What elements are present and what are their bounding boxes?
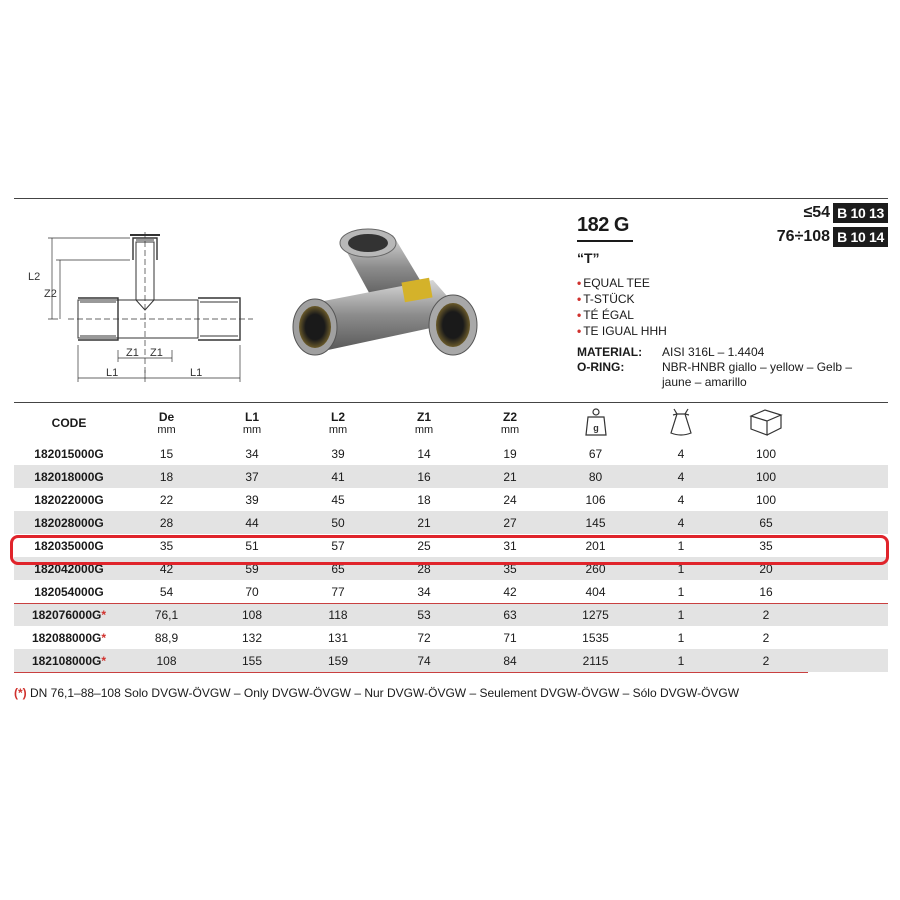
col-l2: L2 mm [328, 409, 348, 436]
name-fr: • TÉ ÉGAL [577, 308, 634, 322]
material-label: MATERIAL: [577, 345, 643, 359]
name-de: • T-STÜCK [577, 292, 635, 306]
weight-icon [585, 407, 607, 437]
col-z1: Z1 mm [414, 409, 434, 436]
table-row: 182054000G 54 70 77 34 42 404 1 16 [34, 584, 773, 599]
badge-row [777, 227, 888, 247]
technical-drawing [18, 210, 268, 390]
badge-code: B 10 14 [833, 227, 888, 247]
badge-code: B 10 13 [833, 203, 888, 223]
oring-label: O-RING: [577, 360, 625, 374]
name-en: • EQUAL TEE [577, 276, 650, 290]
table-row: 182108000G* 108 155 159 74 84 2115 1 2 [14, 649, 888, 672]
table-row: 182076000G* 76,1 108 118 53 63 1275 1 2 [14, 603, 888, 626]
col-z2: Z2 mm [500, 409, 520, 436]
box-icon [749, 408, 783, 436]
badge-row [777, 203, 888, 223]
row-highlight-box [10, 535, 889, 565]
drawing-label-z1-right: Z1 [150, 347, 163, 359]
material-value: AISI 316L – 1.4404 [662, 345, 765, 359]
drawing-label-l2: L2 [28, 271, 41, 283]
weight-unit-label: g [592, 423, 599, 433]
col-code: CODE [51, 416, 87, 430]
product-names [577, 275, 667, 339]
table-row-highlighted: 182035000G 35 51 57 25 31 201 1 35 [34, 538, 773, 553]
col-bag [638, 407, 724, 440]
product-code: 182 G [577, 214, 629, 236]
drawing-label-z2: Z2 [44, 288, 57, 300]
name-es: • TE IGUAL HHH [577, 324, 667, 338]
bag-icon [669, 407, 693, 437]
col-weight [553, 407, 638, 440]
table-row: 182042000G 42 59 65 28 35 260 1 20 [14, 557, 888, 580]
drawing-label-l1-left: L1 [106, 367, 119, 379]
badge-range: ≤54 [803, 204, 831, 221]
table-row: 182018000G 18 37 41 16 21 80 4 100 [14, 465, 888, 488]
product-photo [283, 225, 493, 375]
badge-range: 76÷108 [776, 228, 831, 245]
table-row: 182022000G 22 39 45 18 24 106 4 100 [34, 492, 777, 507]
table-top-rule [14, 402, 888, 403]
table-row: 182028000G 28 44 50 21 27 145 4 65 [14, 511, 888, 534]
col-box [724, 408, 808, 439]
footnote: (*) DN 76,1–88–108 Solo DVGW-ÖVGW – Only DVGW-ÖVGW – Nur DVGW-ÖVGW – Seulement DVGW-ÖVGW – Sólo DVGW-ÖVGW [14, 686, 740, 700]
col-l1: L1 mm [242, 409, 262, 436]
top-rule [14, 198, 888, 199]
drawing-label-z1-left: Z1 [126, 347, 139, 359]
table-row: 182015000G 15 34 39 14 19 67 4 100 [34, 446, 777, 461]
product-nickname: “T” [577, 250, 600, 266]
catalog-badges [777, 203, 888, 251]
table-row: 182088000G* 88,9 132 131 72 71 1535 1 2 [31, 630, 770, 645]
spec-block [577, 345, 882, 390]
col-de: De mm [157, 409, 176, 436]
drawing-label-l1-right: L1 [190, 367, 203, 379]
table-bottom-rule [14, 672, 808, 673]
oring-value: NBR-HNBR giallo – yellow – Gelb – jaune – amarillo [662, 360, 853, 389]
product-code-underline [577, 240, 633, 242]
table-header [14, 405, 888, 442]
